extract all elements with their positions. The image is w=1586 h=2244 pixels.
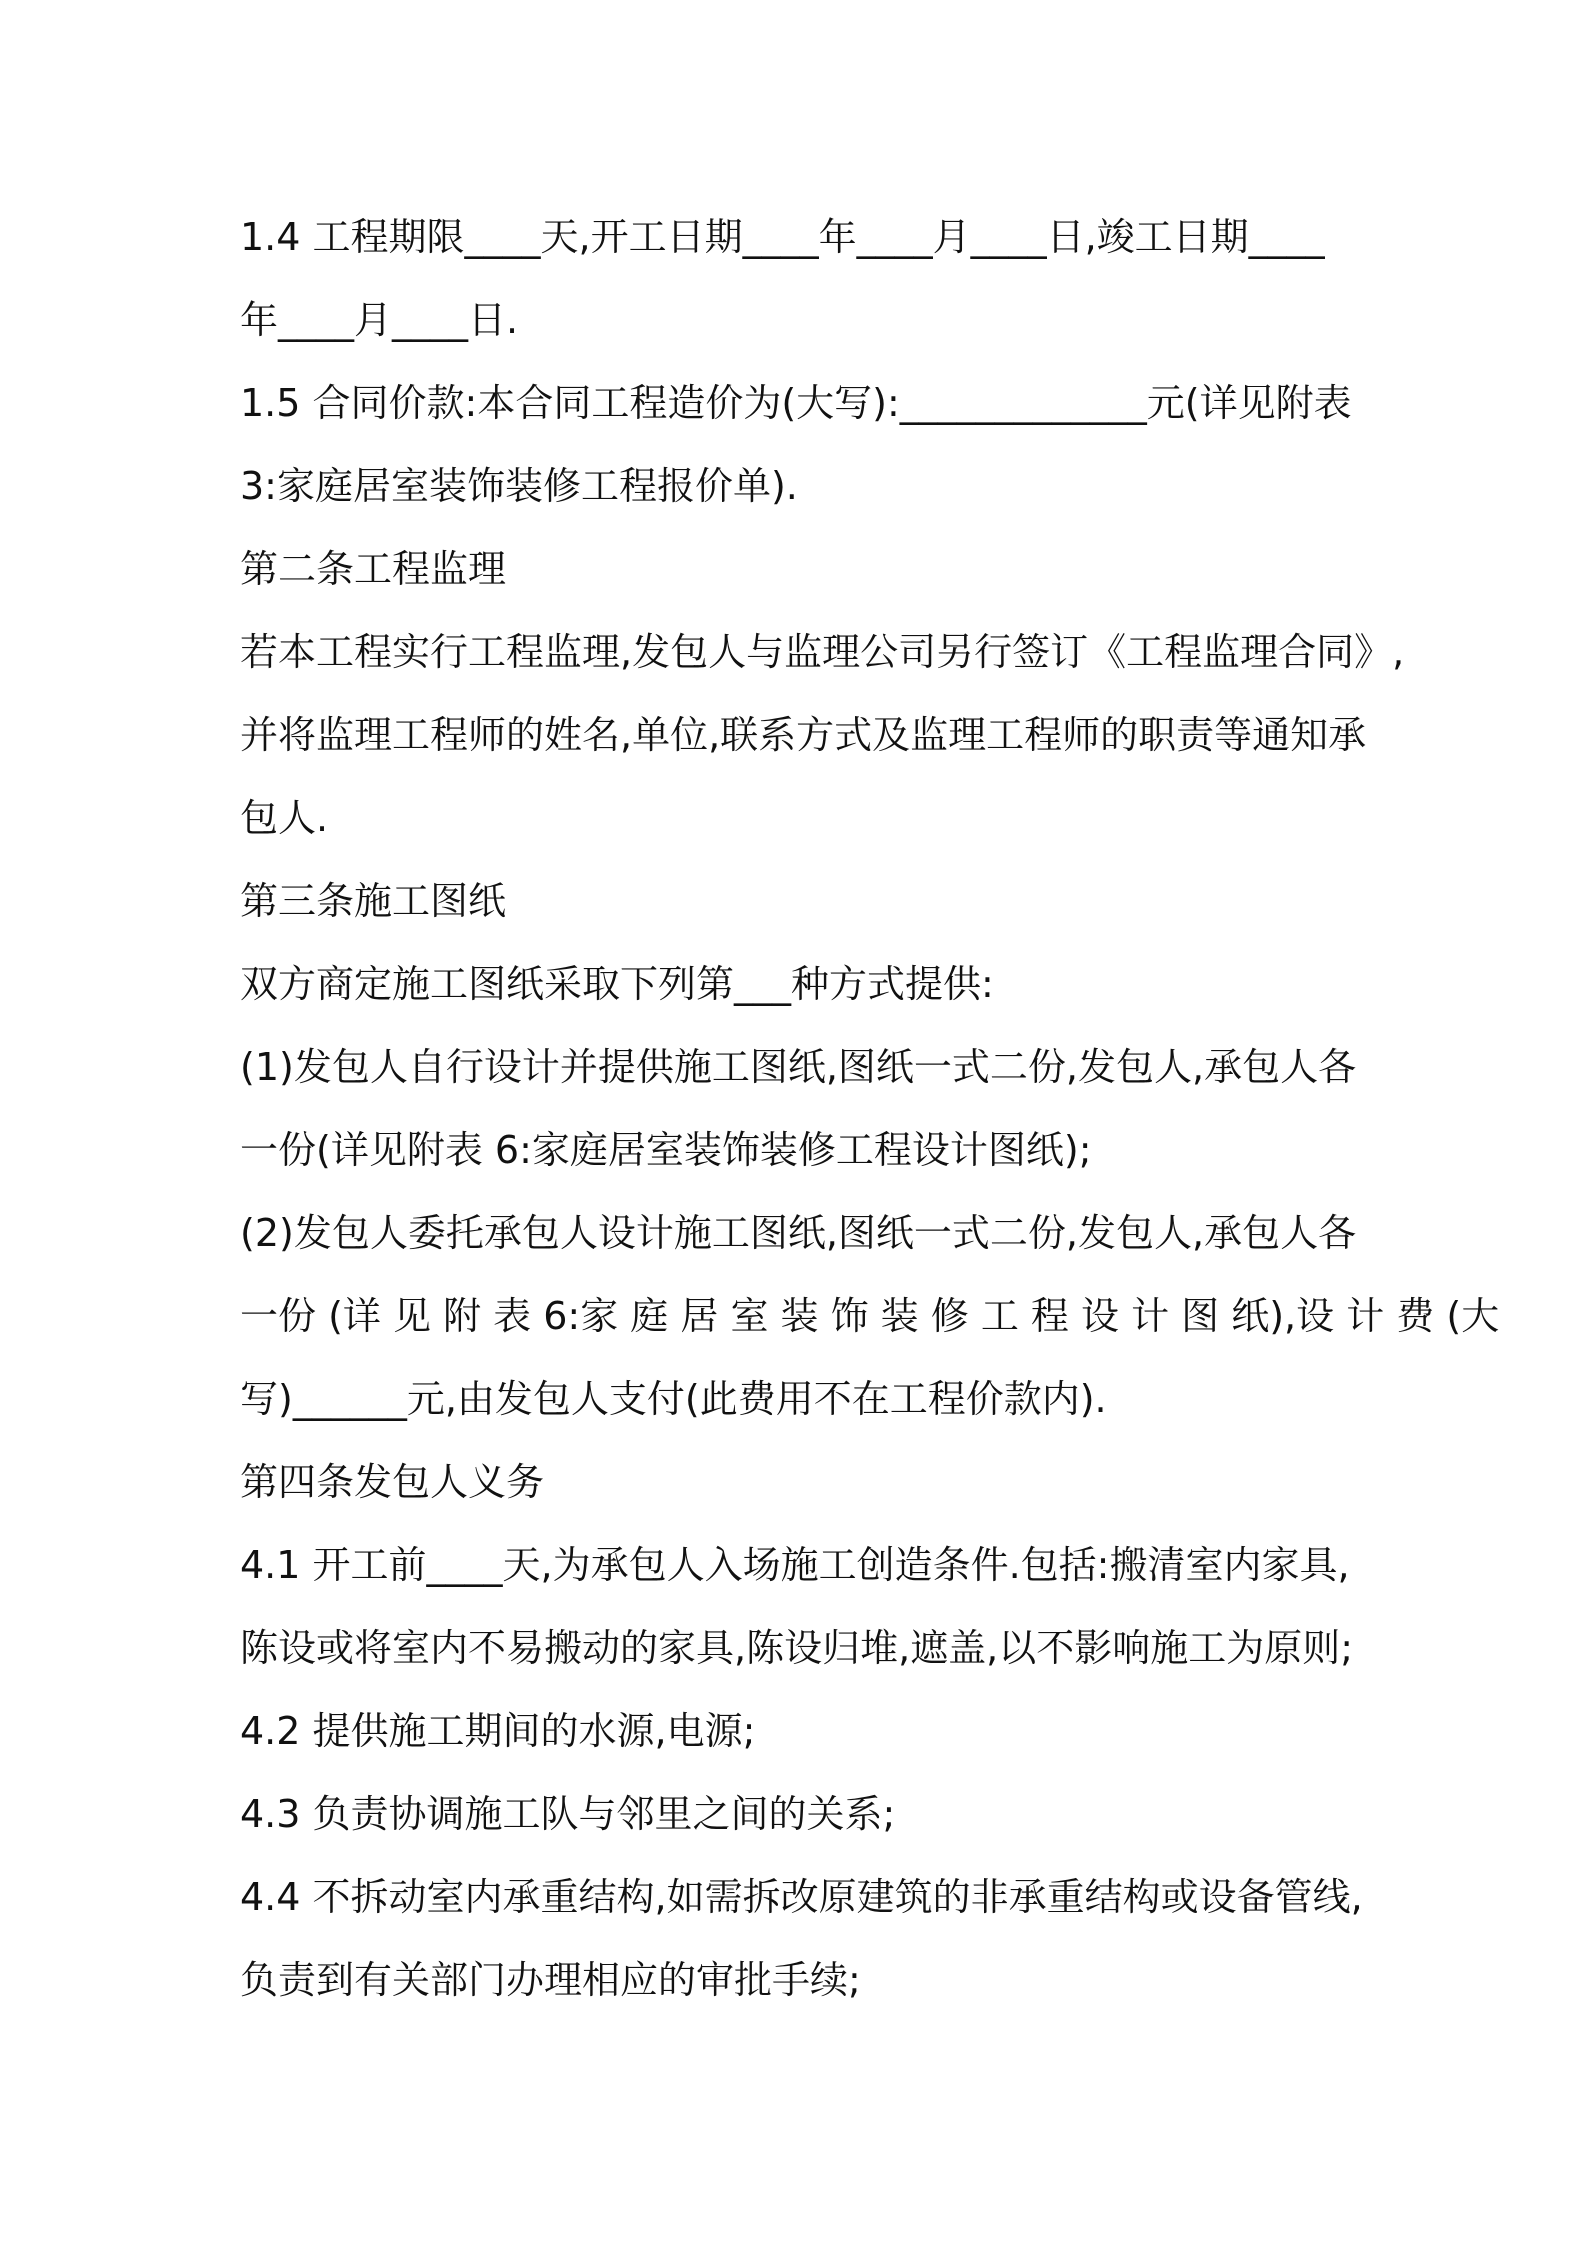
option-2-line-3: 写)______元,由发包人支付(此费用不在工程价款内). <box>240 1377 1107 1421</box>
section-2-line-2: 并将监理工程师的姓名,单位,联系方式及监理工程师的职责等通知承 <box>240 713 1367 757</box>
clause-4-2: 4.2 提供施工期间的水源,电源; <box>240 1709 756 1753</box>
option-1-line-1: (1)发包人自行设计并提供施工图纸,图纸一式二份,发包人,承包人各 <box>240 1045 1357 1089</box>
section-heading-3: 第三条施工图纸 <box>240 879 507 923</box>
clause-1-4-line-2: 年____月____日. <box>240 298 519 342</box>
clause-1-5-line-2: 3:家庭居室装饰装修工程报价单). <box>240 464 798 508</box>
clause-4-4-line-2: 负责到有关部门办理相应的审批手续; <box>240 1958 861 2002</box>
section-3-intro: 双方商定施工图纸采取下列第___种方式提供: <box>240 962 994 1006</box>
section-2-line-1: 若本工程实行工程监理,发包人与监理公司另行签订《工程监理合同》, <box>240 630 1405 674</box>
option-2-line-2: 一份 (详 见 附 表 6:家 庭 居 室 装 饰 装 修 工 程 设 计 图 纸),设 计 费 (大 <box>240 1294 1500 1338</box>
document-body <box>240 196 1500 2022</box>
section-heading-4: 第四条发包人义务 <box>240 1460 545 1504</box>
section-2-line-3: 包人. <box>240 796 329 840</box>
option-1-line-2: 一份(详见附表 6:家庭居室装饰装修工程设计图纸); <box>240 1128 1092 1172</box>
clause-4-1-line-2: 陈设或将室内不易搬动的家具,陈设归堆,遮盖,以不影响施工为原则; <box>240 1626 1354 1670</box>
clause-1-4-line-1: 1.4 工程期限____天,开工日期____年____月____日,竣工日期____ <box>240 215 1325 259</box>
clause-4-3: 4.3 负责协调施工队与邻里之间的关系; <box>240 1792 896 1836</box>
clause-1-5-line-1: 1.5 合同价款:本合同工程造价为(大写):_____________元(详见附表 <box>240 381 1352 425</box>
option-2-line-1: (2)发包人委托承包人设计施工图纸,图纸一式二份,发包人,承包人各 <box>240 1211 1357 1255</box>
clause-4-1-line-1: 4.1 开工前____天,为承包人入场施工创造条件.包括:搬清室内家具, <box>240 1543 1350 1587</box>
section-heading-2: 第二条工程监理 <box>240 547 507 591</box>
clause-4-4-line-1: 4.4 不拆动室内承重结构,如需拆改原建筑的非承重结构或设备管线, <box>240 1875 1363 1919</box>
